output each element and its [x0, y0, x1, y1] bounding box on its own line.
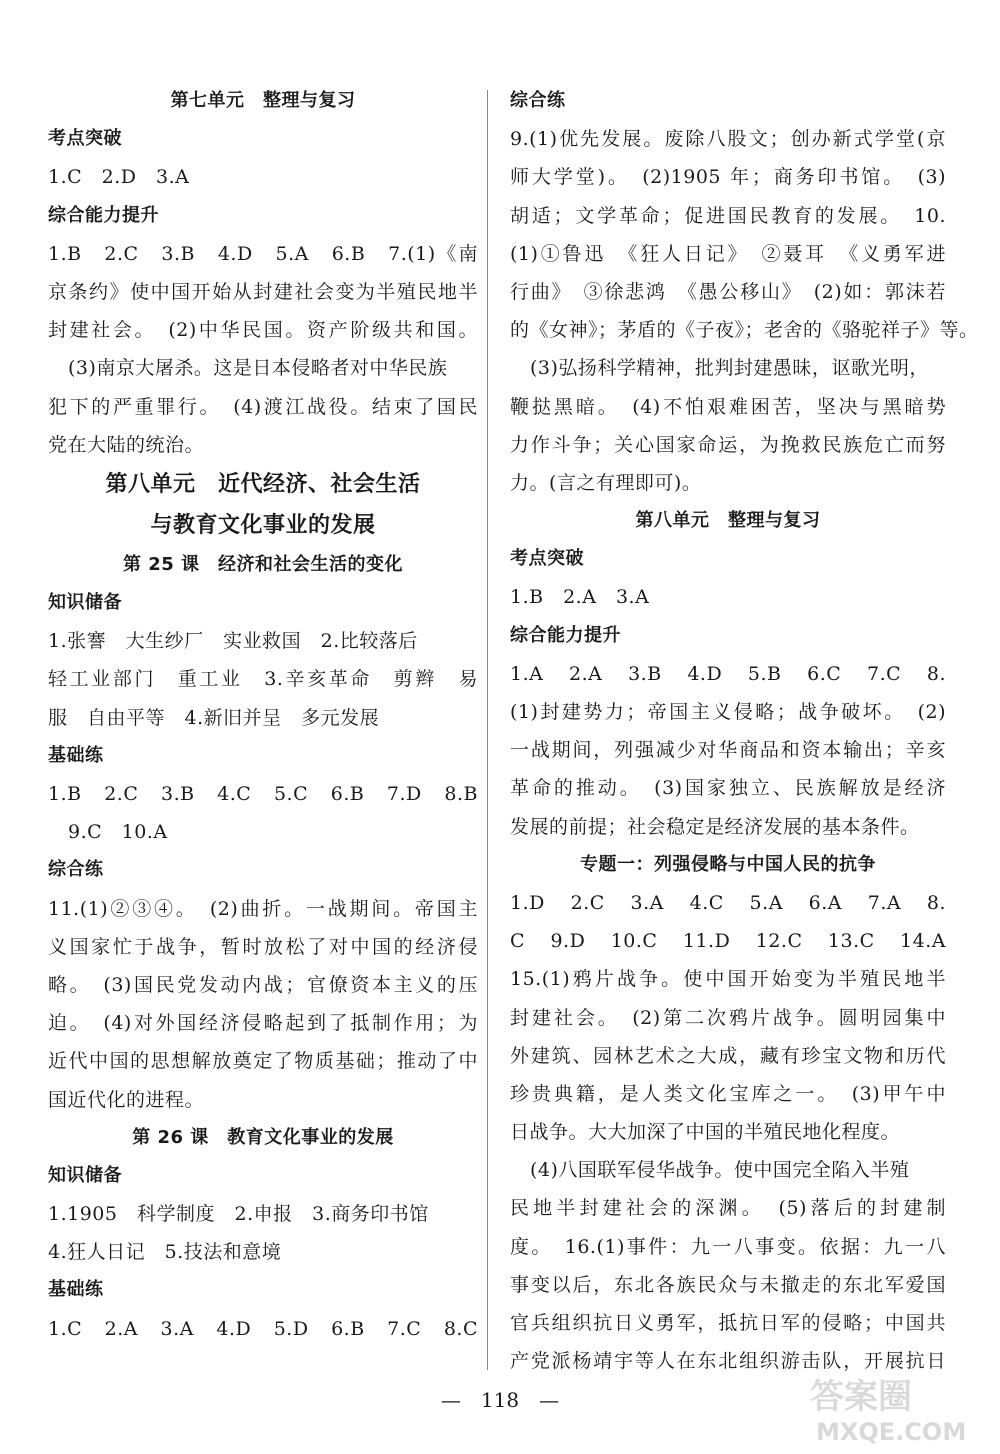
left-column-line: 迫。 (4)对外国经济侵略起到了抵制作用；为: [48, 1012, 478, 1035]
column-divider: [487, 90, 488, 1370]
right-column-line: (1)封建势力；帝国主义侵略；战争破坏。 (2): [510, 701, 946, 723]
left-column-line: 知识储备: [48, 592, 122, 614]
right-column-line: 1.A 2.A 3.B 4.D 5.B 6.C 7.C 8.: [510, 662, 946, 685]
right-column-line: 9.(1)优先发展。废除八股文；创办新式学堂(京: [510, 128, 946, 151]
right-column-line: 综合能力提升: [510, 624, 621, 646]
right-column-line: C 9.D 10.C 11.D 12.C 13.C 14.A: [510, 930, 946, 953]
left-column-line: 基础练: [48, 1279, 104, 1301]
right-column-line: (3)弘扬科学精神，批判封建愚昧，讴歌光明，: [530, 357, 929, 380]
left-column-line: 基础练: [48, 744, 104, 766]
right-column-line: 日战争。大大加深了中国的半殖民地化程度。: [510, 1121, 901, 1144]
left-column-line: 1.C 2.D 3.A: [48, 166, 190, 189]
right-column-line: 综合练: [510, 90, 566, 111]
right-column-line: 的《女神》；茅盾的《子夜》；老舍的《骆驼祥子》等。: [510, 319, 979, 342]
right-column-line: (1)①鲁迅 《狂人日记》 ②聂耳 《义勇军进: [510, 242, 946, 265]
left-column: [48, 82, 478, 1348]
right-column-line: 发展的前提；社会稳定是经济发展的基本条件。: [510, 815, 920, 838]
left-column-line: 知识储备: [48, 1164, 122, 1186]
left-column-line: 犯下的严重罪行。 (4)渡江战役。结束了国民: [48, 395, 478, 418]
left-column-line: 第 26 课 教育文化事业的发展: [132, 1126, 394, 1148]
right-column-line: 民地半封建社会的深渊。 (5)落后的封建制: [510, 1197, 946, 1220]
right-column-line: 力。(言之有理即可)。: [510, 471, 702, 494]
left-column-line: 近代中国的思想解放奠定了物质基础；推动了中: [48, 1050, 478, 1073]
left-column-line: 轻工业部门 重工业 3.辛亥革命 剪辫 易: [48, 668, 478, 691]
right-column-line: 第八单元 整理与复习: [635, 510, 821, 532]
left-column-line: 第 25 课 经济和社会生活的变化: [122, 553, 404, 575]
left-column-line: 国近代化的进程。: [48, 1088, 205, 1111]
right-column-line: 革命的推动。 (3)国家独立、民族解放是经济: [510, 777, 946, 800]
right-column: [510, 82, 979, 1380]
right-column-line: 官兵组织抗日义勇军，抵抗日军的侵略；中国共: [510, 1312, 946, 1334]
left-column-line: 考点突破: [48, 128, 122, 150]
left-column-line: 综合练: [48, 859, 104, 881]
left-column-line: 1.1905 科学制度 2.申报 3.商务印书馆: [48, 1203, 429, 1226]
left-column-line: 4.狂人日记 5.技法和意境: [48, 1241, 282, 1264]
right-column-line: 珍贵典籍，是人类文化宝库之一。 (3)甲午中: [510, 1082, 946, 1105]
left-column-line: 义国家忙于战争，暂时放松了对中国的经济侵: [48, 935, 478, 958]
right-column-line: 胡适；文学革命；促进国民教育的发展。 10.: [510, 204, 946, 227]
right-column-line: 行曲》 ③徐悲鸿 《愚公移山》 (2)如：郭沫若: [510, 280, 946, 303]
left-column-line: 服 自由平等 4.新旧并呈 多元发展: [48, 706, 380, 729]
left-column-line: 1.B 2.C 3.B 4.D 5.A 6.B 7.(1)《南: [48, 242, 478, 265]
right-column-line: 1.D 2.C 3.A 4.C 5.A 6.A 7.A 8.: [510, 891, 946, 914]
left-column-line: 与教育文化事业的发展: [150, 512, 376, 538]
left-column-line: 9.C 10.A: [68, 821, 168, 844]
left-column-line: 11.(1)②③④。 (2)曲折。一战期间。帝国主: [48, 897, 478, 920]
right-column-line: 1.B 2.A 3.A: [510, 586, 650, 609]
left-column-line: (3)南京大屠杀。这是日本侵略者对中华民族: [68, 357, 448, 380]
right-column-line: 考点突破: [510, 548, 584, 570]
right-column-line: 师大学堂)。 (2)1905 年；商务印书馆。 (3): [510, 166, 946, 189]
right-column-line: 15.(1)鸦片战争。使中国开始变为半殖民地半: [510, 968, 946, 991]
left-column-line: 1.B 2.C 3.B 4.C 5.C 6.B 7.D 8.B: [48, 783, 478, 805]
left-column-line: 第八单元 近代经济、社会生活: [105, 471, 421, 497]
right-column-line: 专题一：列强侵略与中国人民的抗争: [580, 853, 876, 875]
left-column-line: 京条约》使中国开始从封建社会变为半殖民地半: [48, 280, 478, 303]
svg-text:答案圈: 答案圈: [810, 1377, 912, 1417]
right-column-line: 度。 16.(1)事件：九一八事变。依据：九一八: [510, 1235, 946, 1258]
right-column-line: 封建社会。 (2)第二次鸦片战争。圆明园集中: [510, 1006, 946, 1029]
right-column-line: 力作斗争；关心国家命运，为挽救民族危亡而努: [510, 433, 946, 456]
left-column-line: 1.C 2.A 3.A 4.D 5.D 6.B 7.C 8.C: [48, 1317, 478, 1340]
left-column-line: 略。 (3)国民党发动内战；官僚资本主义的压: [48, 973, 478, 996]
page-number: — 118 —: [440, 1388, 560, 1412]
left-column-line: 封建社会。 (2)中华民国。资产阶级共和国。: [48, 319, 478, 342]
right-column-line: 一战期间，列强减少对华商品和资本输出；辛亥: [510, 739, 946, 762]
right-column-line: (4)八国联军侵华战争。使中国完全陷入半殖: [530, 1159, 910, 1182]
right-column-line: 产党派杨靖宇等人在东北组织游击队，开展抗日: [510, 1350, 946, 1373]
svg-text:MXQE.COM: MXQE.COM: [816, 1418, 967, 1446]
left-column-line: 综合能力提升: [48, 204, 159, 226]
right-column-line: 外建筑、园林艺术之大成，藏有珍宝文物和历代: [510, 1044, 946, 1067]
right-column-line: 事变以后，东北各族民众与未撤走的东北军爱国: [510, 1273, 946, 1296]
watermark-logo: [802, 1368, 992, 1448]
left-column-line: 1.张謇 大生纱厂 实业救国 2.比较落后: [48, 630, 418, 653]
right-column-line: 鞭挞黑暗。 (4)不怕艰难困苦，坚决与黑暗势: [510, 395, 946, 418]
left-column-line: 党在大陆的统治。: [48, 433, 205, 456]
left-column-line: 第七单元 整理与复习: [170, 90, 356, 111]
